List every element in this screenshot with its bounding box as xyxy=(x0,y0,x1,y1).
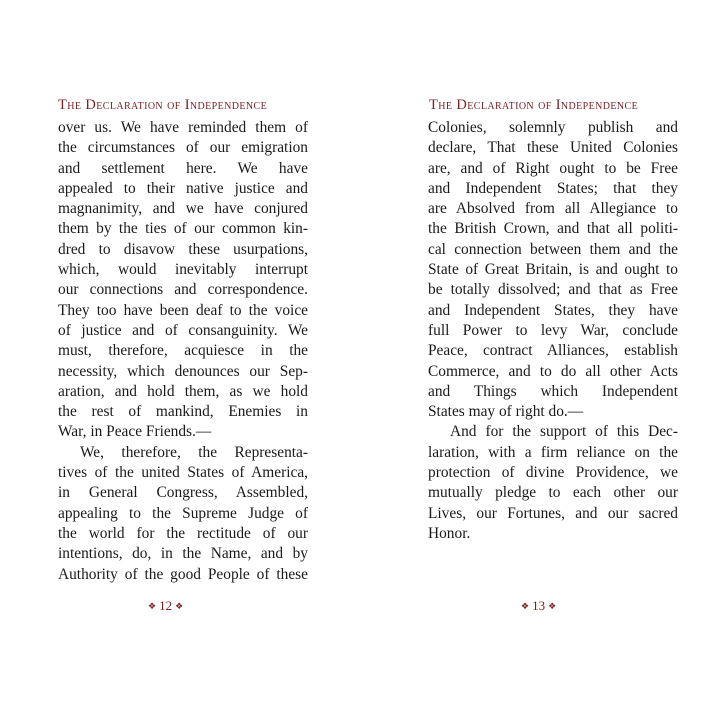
text-line: Authority of the good People of these xyxy=(58,565,308,583)
text-line: Lives, our Fortunes, and our sacred xyxy=(428,504,678,522)
text-line: magnanimity, and we have conjured xyxy=(58,200,308,218)
body-text-right xyxy=(428,118,678,544)
ornament-icon: ❖ xyxy=(548,601,557,611)
text-line: And for the support of this Dec- xyxy=(450,423,678,441)
page-number-right xyxy=(518,598,559,614)
running-head-left: The Declaration of Independence xyxy=(58,97,268,113)
text-line: Honor. xyxy=(428,524,471,542)
text-line: which, would inevitably interrupt xyxy=(58,261,308,279)
text-line: necessity, which denounces our Sep- xyxy=(58,362,308,380)
text-line: full Power to levy War, conclude xyxy=(428,321,678,339)
page-number-value: 12 xyxy=(159,598,173,613)
text-line: cal connection between them and the xyxy=(428,240,678,258)
text-line: tives of the united States of America, xyxy=(58,464,308,482)
text-line: We, therefore, the Representa- xyxy=(80,443,308,461)
text-line: Commerce, and to do all other Acts xyxy=(428,362,678,380)
running-head-right: The Declaration of Independence xyxy=(429,97,639,113)
text-line: the rest of mankind, Enemies in xyxy=(58,403,308,421)
text-line: appealing to the Supreme Judge of xyxy=(58,504,308,522)
text-line: laration, with a firm reliance on the xyxy=(428,443,678,461)
text-line: dred to disavow these usurpations, xyxy=(58,240,308,258)
body-text-left xyxy=(58,118,308,585)
text-line: intentions, do, in the Name, and by xyxy=(58,545,308,563)
text-line: our connections and correspondence. xyxy=(58,281,308,299)
text-line: They too have been deaf to the voice xyxy=(58,301,308,319)
text-line: and Independent States; that they xyxy=(428,179,678,197)
ornament-icon: ❖ xyxy=(521,601,530,611)
page-number-value: 13 xyxy=(532,598,546,613)
text-line: Peace, contract Alliances, establish xyxy=(428,342,678,360)
text-line: be totally dissolved; and that as Free xyxy=(428,281,678,299)
text-line: are Absolved from all Allegiance to xyxy=(428,200,678,218)
text-line: the world for the rectitude of our xyxy=(58,524,308,542)
text-line: in General Congress, Assembled, xyxy=(58,484,308,502)
text-line: declare, That these United Colonies xyxy=(428,139,678,157)
text-line: protection of divine Providence, we xyxy=(428,464,678,482)
text-line: the circumstances of our emigration xyxy=(58,139,308,157)
text-line: and settlement here. We have xyxy=(58,159,308,177)
text-line: Colonies, solemnly publish and xyxy=(428,119,678,136)
text-line: War, in Peace Friends.— xyxy=(58,423,212,441)
text-line: over us. We have reminded them of xyxy=(58,119,308,136)
text-line: of justice and of consanguinity. We xyxy=(58,321,308,339)
page-number-left xyxy=(145,598,186,614)
text-line: are, and of Right ought to be Free xyxy=(428,159,678,177)
ornament-icon: ❖ xyxy=(175,601,184,611)
text-line: States may of right do.— xyxy=(428,403,584,421)
text-line: mutually pledge to each other our xyxy=(428,484,678,502)
ornament-icon: ❖ xyxy=(148,601,157,611)
text-line: and Independent States, they have xyxy=(428,301,678,319)
text-line: must, therefore, acquiesce in the xyxy=(58,342,308,360)
text-line: appealed to their native justice and xyxy=(58,179,308,197)
text-line: aration, and hold them, as we hold xyxy=(58,382,308,400)
text-line: State of Great Britain, is and ought to xyxy=(428,261,678,279)
text-line: them by the ties of our common kin- xyxy=(58,220,308,238)
right-page xyxy=(360,0,720,720)
text-line: and Things which Independent xyxy=(428,382,678,400)
text-line: the British Crown, and that all politi- xyxy=(428,220,678,238)
